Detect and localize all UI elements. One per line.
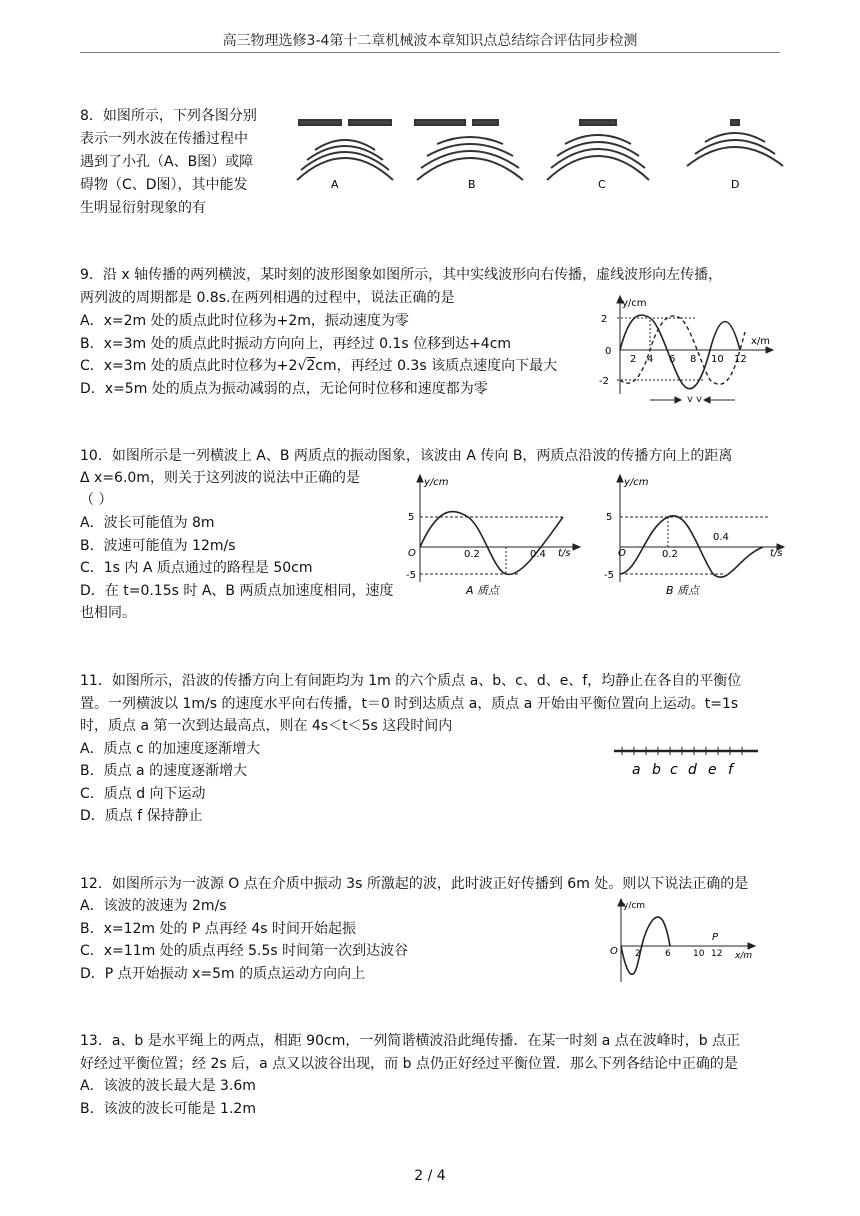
q10-graph-a <box>398 472 583 602</box>
q10b-xlabel: t/s <box>770 548 783 559</box>
q12-xtick: 6 <box>665 949 671 959</box>
q9-xtick: 8 <box>690 354 697 365</box>
q12-wave-graph <box>605 896 760 986</box>
q9-option-c-end: cm，再经过 0.3s 该质点速度向下最大 <box>315 358 558 374</box>
q10a-xtick: 0.2 <box>464 549 480 560</box>
q12-xtick: 10 <box>693 949 705 959</box>
q8-diffraction-figure <box>285 112 785 202</box>
q9-xtick: 2 <box>630 354 637 365</box>
q11-stem-line: 11．如图所示，沿波的传播方向上有间距均为 1m 的六个质点 a、b、c、d、e、f，均静止在各自的平衡位 <box>80 673 742 689</box>
q10-option-a: A．波长可能值为 8m <box>80 515 215 531</box>
q10-option-b: B．波速可能值为 12m/s <box>80 538 236 554</box>
q9-stem-line: 两列波的周期都是 0.8s.在两列相遇的过程中，说法正确的是 <box>80 290 455 306</box>
q12-option-a: A．该波的波速为 2m/s <box>80 898 227 914</box>
q9-option-c <box>80 355 557 377</box>
q9-ytick: -2 <box>599 376 609 387</box>
q12-ylabel: y/cm <box>623 901 646 911</box>
q12-stem-line: 12．如图所示为一波源 O 点在介质中振动 3s 所激起的波，此时波正好传播到 6m 处。则以下说法正确的是 <box>80 876 749 892</box>
q12-xtick: 2 <box>635 949 641 959</box>
q10a-origin: O <box>408 548 416 559</box>
point-label-d: d <box>688 762 697 778</box>
q8-text-line: 碍物（C、D图），其中能发 <box>80 177 248 193</box>
q10a-caption: A 质点 <box>466 584 500 597</box>
q10a-xtick: 0.4 <box>530 549 546 560</box>
q10b-xtick: 0.4 <box>713 532 729 543</box>
q9-ytick: 2 <box>601 314 608 325</box>
q9-option-c-start: C．x=3m 处的质点此时位移为+2 <box>80 358 298 374</box>
q9-xtick: 10 <box>711 354 724 365</box>
q13-option-a: A．该波的波长最大是 3.6m <box>80 1078 256 1094</box>
fig-label-c: C <box>598 178 606 191</box>
q10b-xtick: 0.2 <box>662 549 678 560</box>
fig-label-b: B <box>468 178 476 191</box>
sqrt-sign: √ <box>297 358 307 374</box>
q8-text-line: 生明显衍射现象的有 <box>80 200 206 216</box>
q9-option-a: A．x=2m 处的质点此时位移为+2m，振动速度为零 <box>80 313 409 329</box>
q10-stem-line: Δ x=6.0m，则关于这列波的说法中正确的是 <box>80 470 360 486</box>
page-header: 高三物理选修3-4第十二章机械波本章知识点总结综合评估同步检测 <box>222 33 638 49</box>
sqrt-value: 2 <box>306 358 316 374</box>
q9-option-d: D．x=5m 处的质点为振动减弱的点，无论何时位移和速度都为零 <box>80 381 488 397</box>
q9-option-b: B．x=3m 处的质点此时振动方向向上，再经过 0.1s 位移到达+4cm <box>80 336 512 352</box>
q10a-ytop: 5 <box>408 512 415 523</box>
q12-xtick: 12 <box>711 949 723 959</box>
q10-graph-b <box>598 472 788 602</box>
q8-text-line: 表示一列水波在传播过程中 <box>80 131 248 147</box>
q8-text-line: 遇到了小孔（A、B图）或障 <box>80 154 254 170</box>
point-label-a: a <box>632 762 641 778</box>
q10b-ybot: -5 <box>604 570 614 581</box>
q13-stem-line: 好经过平衡位置；经 2s 后，a 点又以波谷出现，而 b 点仍正好经过平衡位置．那么下列各结论中正确的是 <box>80 1056 738 1072</box>
q10b-caption: B 质点 <box>666 584 700 597</box>
q12-origin: O <box>610 946 618 957</box>
q11-rope-figure <box>612 742 762 784</box>
q9-stem-line: 9．沿 x 轴传播的两列横波，某时刻的波形图象如图所示，其中实线波形向右传播，虚线波形向左传播， <box>80 267 723 283</box>
q12-point-p: P <box>712 932 719 943</box>
q10b-ylabel: y/cm <box>624 477 649 488</box>
q10-answer-bracket: （ ） <box>80 492 113 508</box>
q12-option-c: C．x=11m 处的质点再经 5.5s 时间第一次到达波谷 <box>80 943 409 959</box>
q9-ytick: 0 <box>605 346 612 357</box>
q10-option-c: C．1s 内 A 质点通过的路程是 50cm <box>80 560 313 576</box>
q9-xtick: 4 <box>647 354 654 365</box>
q11-option-d: D．质点 f 保持静止 <box>80 808 203 824</box>
q10-option-d-cont: 也相同。 <box>80 605 136 621</box>
q11-option-a: A．质点 c 的加速度逐渐增大 <box>80 741 261 757</box>
q9-xtick: 6 <box>669 354 676 365</box>
svg-text:v v: v v <box>687 394 703 405</box>
q9-wave-graph <box>595 292 780 407</box>
page-number: 2 / 4 <box>414 1168 446 1184</box>
fig-label-a: A <box>331 178 339 191</box>
q10b-ytop: 5 <box>606 512 613 523</box>
q8-text-line: 8．如图所示，下列各图分别 <box>80 108 257 124</box>
q13-stem-line: 13．a、b 是水平绳上的两点，相距 90cm，一列简谐横波沿此绳传播．在某一时刻 a 点在波峰时，b 点正 <box>80 1033 741 1049</box>
q12-option-b: B．x=12m 处的 P 点再经 4s 时间开始起振 <box>80 921 356 937</box>
fig-label-d: D <box>731 178 740 191</box>
q13-option-b: B．该波的波长可能是 1.2m <box>80 1101 256 1117</box>
q11-option-b: B．质点 a 的速度逐渐增大 <box>80 763 248 779</box>
q10a-ylabel: y/cm <box>424 477 449 488</box>
q9-xlabel: x/m <box>751 336 771 347</box>
point-label-e: e <box>708 762 717 778</box>
q11-option-c: C．质点 d 向下运动 <box>80 786 206 802</box>
header-divider <box>80 52 780 53</box>
point-label-f: f <box>728 762 733 778</box>
q12-option-d: D．P 点开始振动 x=5m 的质点运动方向向上 <box>80 966 366 982</box>
q12-xlabel: x/m <box>735 951 753 961</box>
q9-ylabel: y/cm <box>622 298 647 309</box>
q11-stem-line: 时，质点 a 第一次到达最高点，则在 4s＜t＜5s 这段时间内 <box>80 718 453 734</box>
q9-xtick: 12 <box>734 354 747 365</box>
q10-stem-line: 10．如图所示是一列横波上 A、B 两质点的振动图象，该波由 A 传向 B，两质点沿波的传播方向上的距离 <box>80 448 733 464</box>
q11-stem-line: 置。一列横波以 1m/s 的速度水平向右传播，t＝0 时到达质点 a，质点 a 开始由平衡位置向上运动。t=1s <box>80 696 739 712</box>
q10b-origin: O <box>618 548 626 559</box>
q10-option-d: D．在 t=0.15s 时 A、B 两质点加速度相同，速度 <box>80 583 394 599</box>
q10a-xlabel: t/s <box>558 548 571 559</box>
point-label-b: b <box>652 762 661 778</box>
point-label-c: c <box>670 762 678 778</box>
q10a-ybot: -5 <box>406 570 416 581</box>
